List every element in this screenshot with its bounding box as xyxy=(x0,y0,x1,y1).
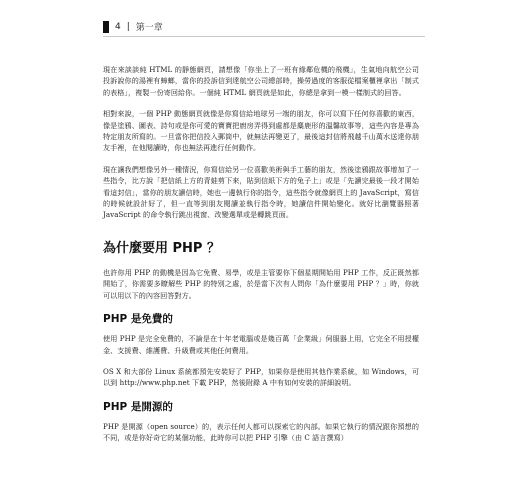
header-mark xyxy=(103,21,109,33)
paragraph-static-page: 現在來談談純 HTML 的靜態網頁，請想像「你坐上了一班有緣鄰危機的飛機」，生氣地向航空公司投訴說你的湯裡有蟑螂，當你的投訴信到達航空公司總部時，操勞過度的客服從檔案櫃裡拿出「制式的表格」，複製一份寄回給你。一個純 HTML 網頁就是如此，你總是拿到一模一樣制式的回答。 xyxy=(103,65,419,97)
subheading-php-open-source: PHP 是開源的 xyxy=(103,400,173,413)
page-body xyxy=(103,64,419,454)
paragraph-free-2: OS X 和大部份 Linux 系統都預先安裝好了 PHP，如果你是使用其他作業系統，如 Windows，可以到 http://www.php.net 下載 PHP，然後附錄 A 中有如何安裝的詳細說明。 xyxy=(103,366,419,388)
header-rule xyxy=(103,36,425,37)
header-separator: | xyxy=(126,21,130,32)
section-heading-why-php: 為什麼要用 PHP ？ xyxy=(103,240,220,256)
paragraph-free-1: 使用 PHP 是完全免費的，不論是在十年老電腦或是幾百萬「企業級」伺服器上用，它完全不用授權金、支援費、維護費、升級費或其他任何費用。 xyxy=(103,334,419,355)
paragraph-javascript: 現在讓我們想像另外一種情況，你寫信給另一位喜歡美術與手工藝的朋友，然後塗鴉跟故事增加了一些指令，比方說「把信紙上方的青蛙剪下來，貼到信紙下方的兔子上」或是「先讀完最後一段才開始看這封信」，當你的朋友讀信時，她也一邊執行你的指令，這些指令就像網頁上的 JavaScript，寫信的時候就設計好了，但一直等到朋友閱讀並執行指令時，她讀信件開始變化。就好比瀏覽器照著 JavaScript 的命令執行跳出視窗、改變選單或是轉跳頁面。 xyxy=(103,164,419,220)
page-number: 4 xyxy=(115,21,121,32)
paragraph-dynamic-page: 相對來說，一個 PHP 動態網頁就像是你寫信給地球另一端的朋友，你可以寫下任何你喜歡的東西，像是塗鴉、圖表、詩句或是你可愛的寶寶把廚房弄得到處都是麋鹿形的溫馨故事等，這些內容是專為特定朋友所寫的。一旦當你把信投入郵筒中，就無法再變更了，最後這封信將飛越千山萬水送達你朋友手裡，在他閱讀時，你也無法再進行任何動作。 xyxy=(103,109,419,153)
page-header xyxy=(103,20,163,33)
paragraph-why-php: 也許你用 PHP 的動機是因為它免費、易學，或是主管要你下個星期開始用 PHP 工作，反正既然都開始了，你需要多瞭解些 PHP 的特別之處，於是當下次有人問你「為什麼要用 PHP ？」時，你就可以用以下的內容回答對方。 xyxy=(103,267,419,300)
chapter-title: 第一章 xyxy=(135,23,163,33)
paragraph-open-source: PHP 是開源（open source）的，表示任何人都可以探索它的內部。如果它執行的情況跟你預想的不同，或是你好奇它的某個功能，此時你可以把 PHP 引擎（由 C 語言撰寫） xyxy=(103,421,419,443)
subheading-php-free: PHP 是免費的 xyxy=(103,313,173,326)
